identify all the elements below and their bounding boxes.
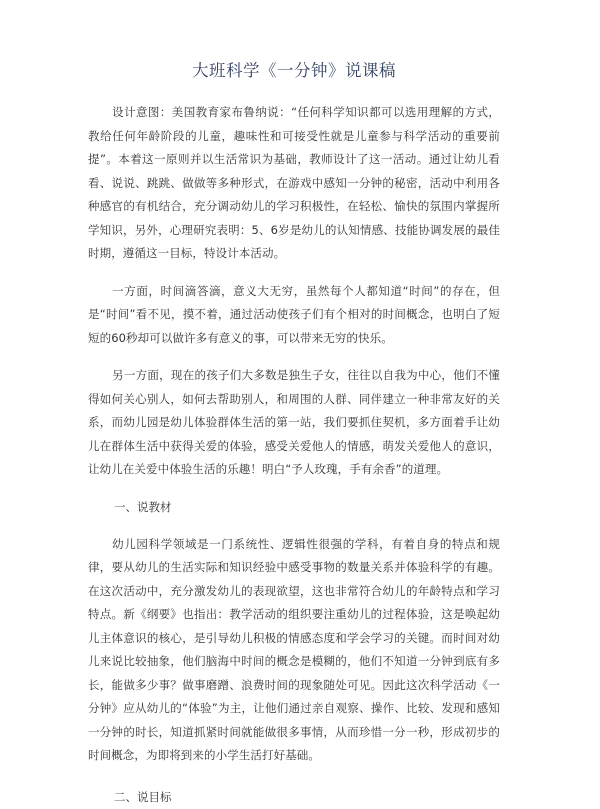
document-title: 大班科学《一分钟》说课稿: [192, 61, 396, 80]
section-heading-goals: 二、说目标: [114, 789, 172, 804]
paragraph-design-intent: 设计意图：美国教育家布鲁纳说：“任何科学知识都可以选用理解的方式，教给任何年龄阶段的儿童，趣味性和可接受性就是儿童参与科学活动的重要前提”。本着这一原则并以生活常识为基础，教师设计了这一活动。通过让幼儿看看、说说、跳跳、做做等多种形式，在游戏中感知一分钟的秘密，活动中利用各种感官的有机结合，充分调动幼儿的学习积极性，在轻松、愉快的氛围内掌握所学知识，另外，心理研究表明：5、6岁是幼儿的认知情感、技能协调发展的最佳时期，遵循这一目标，特设计本活动。: [88, 105, 500, 260]
paragraph-textbook: 幼儿园科学领域是一门系统性、逻辑性很强的学科，有着自身的特点和规律，要从幼儿的生活实际和知识经验中感受事物的数量关系并体验科学的有趣。在这次活动中，充分激发幼儿的表现欲望，这也非常符合幼儿的年龄特点和学习特点。新《纲要》也指出：教学活动的组织要注重幼儿的过程体验，这是唤起幼儿主体意识的核心，是引导幼儿积极的情感态度和学会学习的关键。而时间对幼儿来说比较抽象，他们脑海中时间的概念是模糊的，他们不知道一分钟到底有多长，能做多少事？做事磨蹭、浪费时间的现象随处可见。因此这次科学活动《一分钟》应从幼儿的“体验”为主，让他们通过亲自观察、操作、比较、发现和感知一分钟的时长，知道抓紧时间就能做很多事情，从而珍惜一分一秒，形成初步的时间概念，为即将到来的小学生活打好基础。: [88, 536, 500, 762]
section-heading-textbook: 一、说教材: [114, 499, 172, 514]
paragraph-caring-others: 另一方面，现在的孩子们大多数是独生子女，往往以自我为中心，他们不懂得如何关心别人，如何去帮助别人，和周围的人群、同伴建立一种非常友好的关系，而幼儿园是幼儿体验群体生活的第一站，我们要抓住契机，多方面着手让幼儿在群体生活中获得关爱的体验，感受关爱他人的情感，萌发关爱他人的意识，让幼儿在关爱中体验生活的乐趣！明白“予人玫瑰，手有余香”的道理。: [88, 368, 500, 476]
paragraph-time-meaning: 一方面，时间滴答滴，意义大无穷，虽然每个人都知道“时间”的存在，但是“时间”看不见，摸不着，通过活动使孩子们有个相对的时间概念，也明白了短短的60秒却可以做许多有意义的事，可以带来无穷的快乐。: [88, 283, 500, 345]
